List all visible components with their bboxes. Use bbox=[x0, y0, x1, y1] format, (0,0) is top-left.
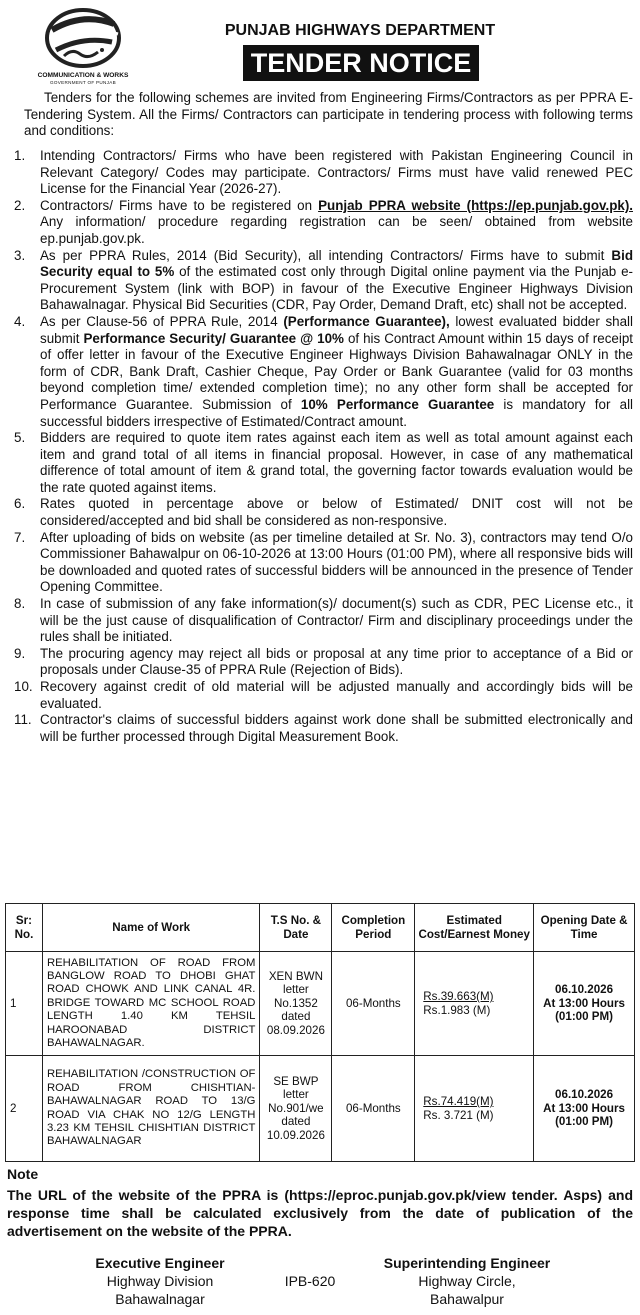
condition-number: 2. bbox=[14, 197, 26, 213]
condition-text: Contractor's claims of successful bidders against work done shall be submitted electronically and will be further processed through Digital Measurement Book. bbox=[40, 712, 633, 744]
notice-title: TENDER NOTICE bbox=[243, 45, 479, 81]
note-text: The URL of the website of the PPRA is (https://eproc.punjab.gov.pk/view tender. Asps) and response time shall be calculated exclusively from the date of publication of the advertisement on the website of the PPRA. bbox=[7, 1187, 633, 1239]
condition-text: (Performance Guarantee), bbox=[283, 313, 450, 329]
condition-text: As per Clause-56 of PPRA Rule, 2014 bbox=[40, 313, 284, 329]
condition-text: Any information/ procedure regarding registration can be seen/ obtained from website ep.punjab.gov.pk. bbox=[40, 214, 633, 246]
condition-text: The procuring agency may reject all bids or proposal at any time prior to acceptance of a Bid or proposals under Clause-35 of PPRA Rule (Rejection of Bids). bbox=[40, 645, 633, 678]
signature-superintending-engineer bbox=[362, 1254, 572, 1308]
condition-item bbox=[8, 530, 633, 596]
header-sr: Sr: No. bbox=[6, 904, 43, 952]
intro-paragraph: Tenders for the following schemes are invited from Engineering Firms/Contractors as per PPRA E-Tendering System. All the Firms/ Contractors can participate in tendering process with following terms and conditions: bbox=[24, 90, 633, 139]
condition-number: 6. bbox=[14, 496, 26, 512]
opening-time-pm: (01:00 PM) bbox=[555, 1115, 614, 1129]
condition-item bbox=[8, 712, 633, 745]
header-completion-period: Completion Period bbox=[332, 904, 415, 952]
signatory-location: Bahawalpur bbox=[430, 1291, 504, 1307]
estimated-cost: Rs.74.419(M) bbox=[423, 1094, 494, 1108]
conditions-list bbox=[8, 148, 633, 745]
cell-opening-date bbox=[534, 1056, 635, 1162]
header-name-of-work: Name of Work bbox=[42, 904, 259, 952]
condition-text: Contractors/ Firms have to be registered on bbox=[40, 197, 319, 213]
condition-number: 7. bbox=[14, 529, 26, 545]
condition-item bbox=[8, 679, 633, 712]
cell-sr: 2 bbox=[6, 1056, 43, 1162]
condition-text: lowest evaluated bidder shall submit bbox=[40, 313, 633, 346]
header-opening-date: Opening Date & Time bbox=[534, 904, 635, 952]
cell-name-of-work: REHABILITATION OF ROAD FROM BANGLOW ROAD TO DHOBI GHAT ROAD CHOWK AND LINK CANAL 4R. BRIDGE TOWARD MC SCHOOL ROAD LENGTH 1.40 KM TEHSIL HAROONABAD DISTRICT BAHAWALNAGAR. bbox=[42, 952, 259, 1056]
earnest-money: Rs.1.983 (M) bbox=[423, 1003, 491, 1017]
opening-time: At 13:00 Hours bbox=[543, 1101, 625, 1115]
condition-text: In case of submission of any fake information(s)/ document(s) such as CDR, PEC License etc., it will be the just cause of disqualification of Contractor/ Firm and disciplinary proceedings under the rules shall be initiated. bbox=[40, 596, 633, 645]
condition-item bbox=[8, 314, 633, 430]
condition-item bbox=[8, 148, 633, 198]
header-estimated-cost: Estimated Cost/Earnest Money bbox=[415, 904, 534, 952]
condition-text: Intending Contractors/ Firms who have been registered with Pakistan Engineering Council in Relevant Category/ Codes may participate. Contractors/ Firms must have valid renewed PEC License for the Financial Year (2026-27). bbox=[40, 148, 633, 197]
cell-opening-date bbox=[534, 952, 635, 1056]
opening-date: 06.10.2026 bbox=[555, 1088, 614, 1102]
condition-text: Bidders are required to quote item rates against each item as well as total amount against each item and grand total of all items in financial proposal. However, in case of any mathematical difference of total amount of item & grand total, the governing factor towards evaluation would be the rate quoted against items. bbox=[40, 430, 633, 495]
cell-ts-no: SE BWP letter No.901/we dated 10.09.2026 bbox=[260, 1056, 332, 1162]
tender-table bbox=[5, 903, 635, 1162]
condition-text: 10% Performance Guarantee bbox=[300, 396, 495, 412]
condition-text: is mandatory for all successful bidders irrespective of Estimated/Contract amount. bbox=[40, 396, 634, 429]
condition-text: As per PPRA Rules, 2014 (Bid Security), all intending Contractors/ Firms have to submit bbox=[40, 247, 612, 263]
condition-text: of his Contract Amount within 15 days of receipt of offer letter in favour of the Executive Engineer Highways Division Bahawalnagar ONLY in the form of CDR, Bank Draft, Cashier Cheque, Pay Order or Bank Guarantee (valid for 03 months beyond completion time/ extended completion time); no any other form shall be accepted for Performance Guarantee. Submission of bbox=[40, 330, 633, 412]
signatory-title: Executive Engineer bbox=[95, 1255, 225, 1271]
cell-estimated-cost bbox=[415, 1056, 534, 1162]
note-title: Note bbox=[7, 1166, 39, 1182]
condition-text: Performance Security/ Guarantee @ 10% bbox=[83, 330, 344, 346]
estimated-cost: Rs.39.663(M) bbox=[423, 989, 494, 1003]
condition-number: 4. bbox=[14, 313, 26, 329]
opening-time: At 13:00 Hours bbox=[543, 996, 625, 1010]
department-title: PUNJAB HIGHWAYS DEPARTMENT bbox=[224, 22, 496, 39]
condition-number: 3. bbox=[14, 247, 26, 263]
earnest-money: Rs. 3.721 (M) bbox=[423, 1108, 494, 1122]
condition-text: Bid Security equal to 5% bbox=[40, 247, 633, 280]
cw-emblem-icon bbox=[42, 6, 124, 70]
table-header-row bbox=[6, 904, 635, 952]
cell-ts-no: XEN BWN letter No.1352 dated 08.09.2026 bbox=[260, 952, 332, 1056]
cell-estimated-cost bbox=[415, 952, 534, 1056]
condition-item bbox=[8, 248, 633, 314]
cell-name-of-work: REHABILITATION /CONSTRUCTION OF ROAD FROM CHISHTIAN-BAHAWALNAGAR ROAD TO 13/G ROAD VIA CHAK NO 12/G LENGTH 3.23 KM TEHSIL CHISHTIAN DISTRICT BAHAWALNAGAR bbox=[42, 1056, 259, 1162]
condition-number: 10. bbox=[14, 679, 33, 694]
signatory-location: Bahawalnagar bbox=[115, 1291, 205, 1307]
condition-text: After uploading of bids on website (as per timeline detailed at Sr. No. 3), contractors may tend O/o Commissioner Bahawalpur on 06-10-2026 at 13:00 Hours (01:00 PM), where all responsive bids will be downloaded and quoted rates of successful bidders will be announced in the presence of Tender Opening Committee. bbox=[40, 529, 633, 595]
signatory-office: Highway Division bbox=[106, 1273, 214, 1289]
ppra-website-link[interactable]: Punjab PPRA website (https://ep.punjab.gov.pk). bbox=[318, 197, 633, 213]
opening-date: 06.10.2026 bbox=[555, 983, 614, 997]
header-ts-no: T.S No. & Date bbox=[260, 904, 332, 952]
condition-number: 8. bbox=[14, 596, 26, 612]
condition-number: 1. bbox=[14, 148, 26, 163]
condition-number: 9. bbox=[14, 645, 26, 661]
opening-time-pm: (01:00 PM) bbox=[555, 1010, 614, 1024]
condition-item bbox=[8, 646, 633, 679]
cw-logo bbox=[22, 6, 144, 86]
condition-text: Rates quoted in percentage above or below of Estimated/ DNIT cost will not be considered/accepted and bid shall be considered as non-responsive. bbox=[40, 496, 633, 529]
logo-caption: COMMUNICATION & WORKS bbox=[37, 72, 129, 79]
cell-completion-period: 06-Months bbox=[332, 1056, 415, 1162]
table-row bbox=[6, 1056, 635, 1162]
condition-text: of the estimated cost only through Digital online payment via the Punjab e-Procurement System (link with BOP) in favour of the Executive Engineer Highways Division Bahawalnagar. Physical Bid Securities (CDR, Pay Order, Demand Draft, etc) shall not be accepted. bbox=[40, 264, 633, 313]
condition-text: Recovery against credit of old material will be adjusted manually and accordingly bids will be evaluated. bbox=[40, 679, 633, 711]
condition-number: 11. bbox=[14, 712, 32, 728]
condition-item bbox=[8, 430, 633, 496]
signatory-title: Superintending Engineer bbox=[383, 1255, 551, 1271]
table-row bbox=[6, 952, 635, 1056]
cell-completion-period: 06-Months bbox=[332, 952, 415, 1056]
cell-sr: 1 bbox=[6, 952, 43, 1056]
condition-item bbox=[8, 496, 633, 529]
signature-executive-engineer bbox=[60, 1254, 260, 1308]
signatory-office: Highway Circle, bbox=[418, 1273, 516, 1289]
condition-number: 5. bbox=[14, 430, 26, 446]
ipb-code: IPB-620 bbox=[284, 1273, 336, 1289]
condition-item bbox=[8, 198, 633, 248]
condition-item bbox=[8, 596, 633, 646]
logo-subcaption: GOVERNMENT OF PUNJAB bbox=[50, 80, 116, 85]
